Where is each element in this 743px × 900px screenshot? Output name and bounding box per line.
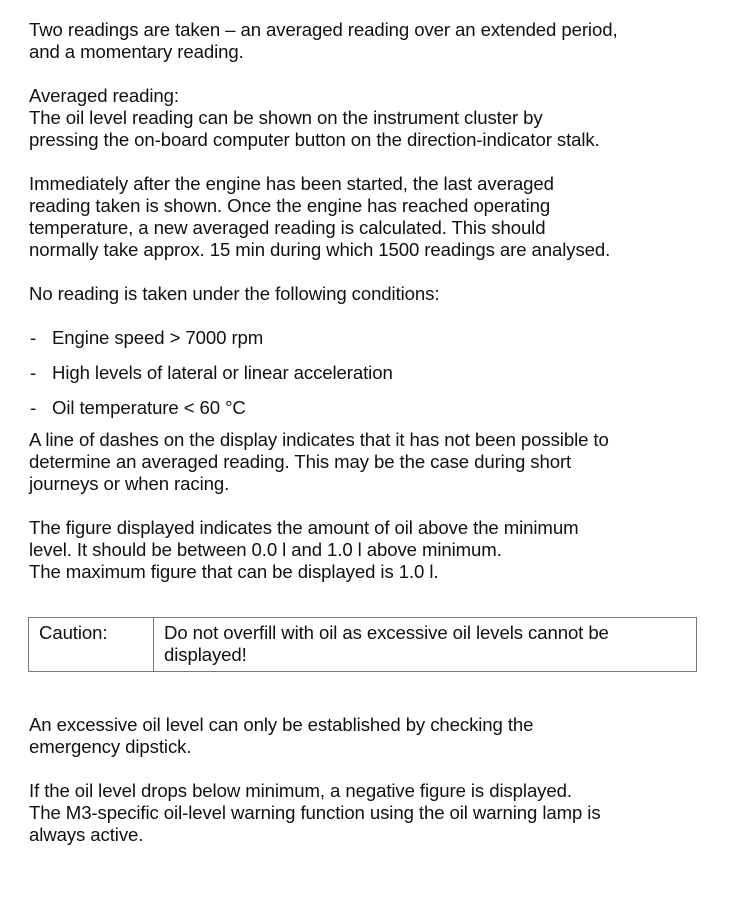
text-line: normally take approx. 15 min during which 1500 readings are analysed. — [29, 239, 611, 260]
text-line: emergency dipstick. — [29, 736, 192, 757]
text-line: Do not overfill with oil as excessive oil levels cannot be — [164, 622, 609, 643]
text-line: No reading is taken under the following conditions: — [29, 283, 440, 304]
text-line: and a momentary reading. — [29, 41, 244, 62]
text-line: determine an averaged reading. This may be the case during short — [29, 451, 572, 472]
text-line: The figure displayed indicates the amount of oil above the minimum — [29, 517, 579, 538]
text-line: level. It should be between 0.0 l and 1.0 l above minimum. — [29, 539, 502, 560]
list-item — [29, 362, 719, 384]
text-line: Two readings are taken – an averaged reading over an extended period, — [29, 19, 618, 40]
text-line: always active. — [29, 824, 144, 845]
list-item — [29, 327, 719, 349]
text-line: temperature, a new averaged reading is calculated. This should — [29, 217, 546, 238]
averaged-reading-heading: Averaged reading: — [29, 85, 179, 106]
intro-paragraph — [29, 19, 719, 63]
dash-bullet: - — [30, 397, 37, 418]
list-item-text: High levels of lateral or linear acceleration — [52, 362, 393, 383]
text-line: displayed! — [164, 644, 247, 665]
caution-box — [28, 617, 697, 672]
caution-text — [154, 618, 696, 671]
text-line: The oil level reading can be shown on the instrument cluster by — [29, 107, 543, 128]
list-item-text: Engine speed > 7000 rpm — [52, 327, 264, 348]
text-line: If the oil level drops below minimum, a negative figure is displayed. — [29, 780, 572, 801]
text-line: A line of dashes on the display indicates that it has not been possible to — [29, 429, 609, 450]
conditions-list — [29, 327, 719, 419]
text-line: journeys or when racing. — [29, 473, 230, 494]
averaged-reading-section — [29, 85, 719, 151]
text-line: The M3-specific oil-level warning function using the oil warning lamp is — [29, 802, 601, 823]
text-line: Immediately after the engine has been started, the last averaged — [29, 173, 554, 194]
text-line: The maximum figure that can be displayed is 1.0 l. — [29, 561, 439, 582]
text-line: An excessive oil level can only be established by checking the — [29, 714, 534, 735]
figure-paragraph — [29, 517, 719, 583]
dashes-paragraph — [29, 429, 719, 495]
negative-figure-paragraph — [29, 780, 719, 846]
conditions-intro — [29, 283, 719, 305]
document-body-bottom — [29, 714, 719, 868]
list-item — [29, 397, 719, 419]
document-body — [29, 19, 719, 605]
list-item-text: Oil temperature < 60 °C — [52, 397, 246, 418]
excessive-oil-paragraph — [29, 714, 719, 758]
dash-bullet: - — [30, 327, 37, 348]
text-line: reading taken is shown. Once the engine has reached operating — [29, 195, 551, 216]
dash-bullet: - — [30, 362, 37, 383]
caution-label: Caution: — [29, 618, 154, 671]
startup-paragraph — [29, 173, 719, 261]
text-line: pressing the on-board computer button on the direction-indicator stalk. — [29, 129, 600, 150]
